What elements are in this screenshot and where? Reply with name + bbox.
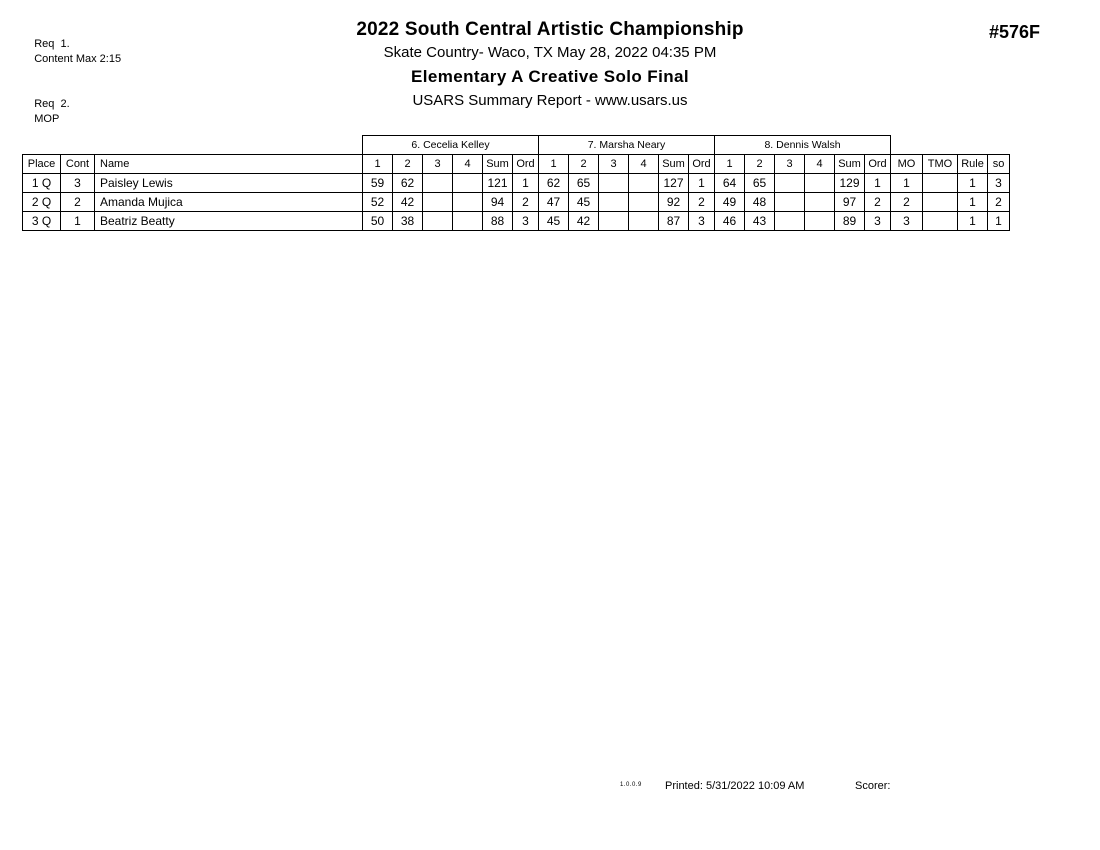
cell-cont: 3 (61, 174, 95, 193)
cell-rule: 1 (958, 212, 988, 231)
cell-j2-score4 (629, 174, 659, 193)
cell-tmo (923, 193, 958, 212)
version-code: 1.0.0.9 (620, 782, 642, 788)
header-tmo: TMO (923, 155, 958, 174)
cell-j3-ord: 1 (865, 174, 891, 193)
judge-label-3: 8. Dennis Walsh (715, 136, 891, 155)
cell-rule: 1 (958, 193, 988, 212)
requirement-number: Req 1. (34, 38, 70, 50)
event-title: Elementary A Creative Solo Final (411, 67, 689, 86)
cell-j1-ord: 2 (513, 193, 539, 212)
cell-j3-ord: 3 (865, 212, 891, 231)
cell-j2-score2: 65 (569, 174, 599, 193)
spacer-cell (95, 136, 363, 155)
report-header (0, 18, 1100, 111)
cell-mo: 3 (891, 212, 923, 231)
event-number: #576F (988, 22, 1040, 42)
cell-j3-score1: 49 (715, 193, 745, 212)
cell-name: Amanda Mujica (95, 193, 363, 212)
table-row (23, 193, 1010, 212)
cell-so: 3 (988, 174, 1010, 193)
cell-j1-score3 (423, 174, 453, 193)
cell-j2-ord: 1 (689, 174, 715, 193)
cell-place: 3 Q (23, 212, 61, 231)
cell-j2-score1: 45 (539, 212, 569, 231)
header-j2-score4: 4 (629, 155, 659, 174)
cell-j3-sum: 129 (835, 174, 865, 193)
cell-j1-ord: 3 (513, 212, 539, 231)
header-j3-sum: Sum (835, 155, 865, 174)
header-so: so (988, 155, 1010, 174)
cell-j1-score2: 62 (393, 174, 423, 193)
cell-j3-score3 (775, 174, 805, 193)
cell-mo: 2 (891, 193, 923, 212)
cell-j3-score1: 64 (715, 174, 745, 193)
cell-mo: 1 (891, 174, 923, 193)
cell-j1-score4 (453, 193, 483, 212)
header-j3-score4: 4 (805, 155, 835, 174)
page-title: 2022 South Central Artistic Championship (356, 19, 744, 40)
score-sheet (22, 135, 1010, 231)
venue-line: Skate Country- Waco, TX May 28, 2022 04:35 PM (383, 44, 717, 61)
cell-j2-score1: 47 (539, 193, 569, 212)
header-j3-score1: 1 (715, 155, 745, 174)
cell-j3-score3 (775, 193, 805, 212)
header-j2-score1: 1 (539, 155, 569, 174)
header-j3-score2: 2 (745, 155, 775, 174)
cell-j1-score4 (453, 212, 483, 231)
requirement-text: MOP (34, 113, 60, 125)
cell-j3-score4 (805, 212, 835, 231)
cell-cont: 2 (61, 193, 95, 212)
cell-j2-score2: 45 (569, 193, 599, 212)
header-j2-score2: 2 (569, 155, 599, 174)
judge-label-1: 6. Cecelia Kelley (363, 136, 539, 155)
header-rule: Rule (958, 155, 988, 174)
cell-j2-sum: 127 (659, 174, 689, 193)
cell-j2-score2: 42 (569, 212, 599, 231)
header-j3-score3: 3 (775, 155, 805, 174)
header-j1-sum: Sum (483, 155, 513, 174)
cell-j1-sum: 121 (483, 174, 513, 193)
cell-j2-ord: 3 (689, 212, 715, 231)
cell-so: 2 (988, 193, 1010, 212)
header-name: Name (95, 155, 363, 174)
header-cont: Cont (61, 155, 95, 174)
cell-tmo (923, 174, 958, 193)
spacer-cell (988, 136, 1010, 155)
requirement-number: Req 2. (34, 98, 70, 110)
spacer-cell (23, 136, 61, 155)
header-j1-score2: 2 (393, 155, 423, 174)
header-j1-ord: Ord (513, 155, 539, 174)
cell-j3-sum: 89 (835, 212, 865, 231)
spacer-cell (958, 136, 988, 155)
cell-j1-sum: 94 (483, 193, 513, 212)
cell-j2-score3 (599, 174, 629, 193)
scorer-label: Scorer: (855, 780, 891, 792)
judge-label-2: 7. Marsha Neary (539, 136, 715, 155)
cell-tmo (923, 212, 958, 231)
cell-place: 1 Q (23, 174, 61, 193)
cell-j3-score4 (805, 193, 835, 212)
table-row (23, 212, 1010, 231)
header-mo: MO (891, 155, 923, 174)
header-j1-score3: 3 (423, 155, 453, 174)
cell-cont: 1 (61, 212, 95, 231)
judges-header-row (23, 136, 1010, 155)
cell-j3-score3 (775, 212, 805, 231)
spacer-cell (923, 136, 958, 155)
cell-j2-score4 (629, 193, 659, 212)
cell-j3-score2: 65 (745, 174, 775, 193)
cell-j3-score2: 48 (745, 193, 775, 212)
cell-j1-score3 (423, 212, 453, 231)
cell-j1-score2: 38 (393, 212, 423, 231)
header-j2-ord: Ord (689, 155, 715, 174)
cell-j1-score1: 52 (363, 193, 393, 212)
spacer-cell (891, 136, 923, 155)
organization-line: USARS Summary Report - www.usars.us (412, 92, 688, 109)
cell-j2-ord: 2 (689, 193, 715, 212)
cell-j2-sum: 87 (659, 212, 689, 231)
cell-j3-score4 (805, 174, 835, 193)
cell-j1-score1: 50 (363, 212, 393, 231)
spacer-cell (61, 136, 95, 155)
cell-j3-score1: 46 (715, 212, 745, 231)
cell-j1-score4 (453, 174, 483, 193)
cell-j1-score1: 59 (363, 174, 393, 193)
requirement-text: Content Max 2:15 (34, 53, 122, 65)
cell-rule: 1 (958, 174, 988, 193)
column-header-row (23, 155, 1010, 174)
cell-j2-score4 (629, 212, 659, 231)
cell-j1-sum: 88 (483, 212, 513, 231)
cell-so: 1 (988, 212, 1010, 231)
header-place: Place (23, 155, 61, 174)
header-j1-score1: 1 (363, 155, 393, 174)
cell-j3-ord: 2 (865, 193, 891, 212)
cell-j2-score3 (599, 212, 629, 231)
header-j3-ord: Ord (865, 155, 891, 174)
cell-j2-sum: 92 (659, 193, 689, 212)
cell-j2-score1: 62 (539, 174, 569, 193)
header-j2-sum: Sum (659, 155, 689, 174)
scores-table (22, 135, 1010, 231)
table-row (23, 174, 1010, 193)
cell-place: 2 Q (23, 193, 61, 212)
cell-name: Paisley Lewis (95, 174, 363, 193)
header-j2-score3: 3 (599, 155, 629, 174)
cell-j1-score3 (423, 193, 453, 212)
cell-j1-score2: 42 (393, 193, 423, 212)
cell-j1-ord: 1 (513, 174, 539, 193)
cell-j3-score2: 43 (745, 212, 775, 231)
printed-timestamp: Printed: 5/31/2022 10:09 AM (665, 780, 805, 792)
cell-name: Beatriz Beatty (95, 212, 363, 231)
cell-j3-sum: 97 (835, 193, 865, 212)
cell-j2-score3 (599, 193, 629, 212)
header-j1-score4: 4 (453, 155, 483, 174)
